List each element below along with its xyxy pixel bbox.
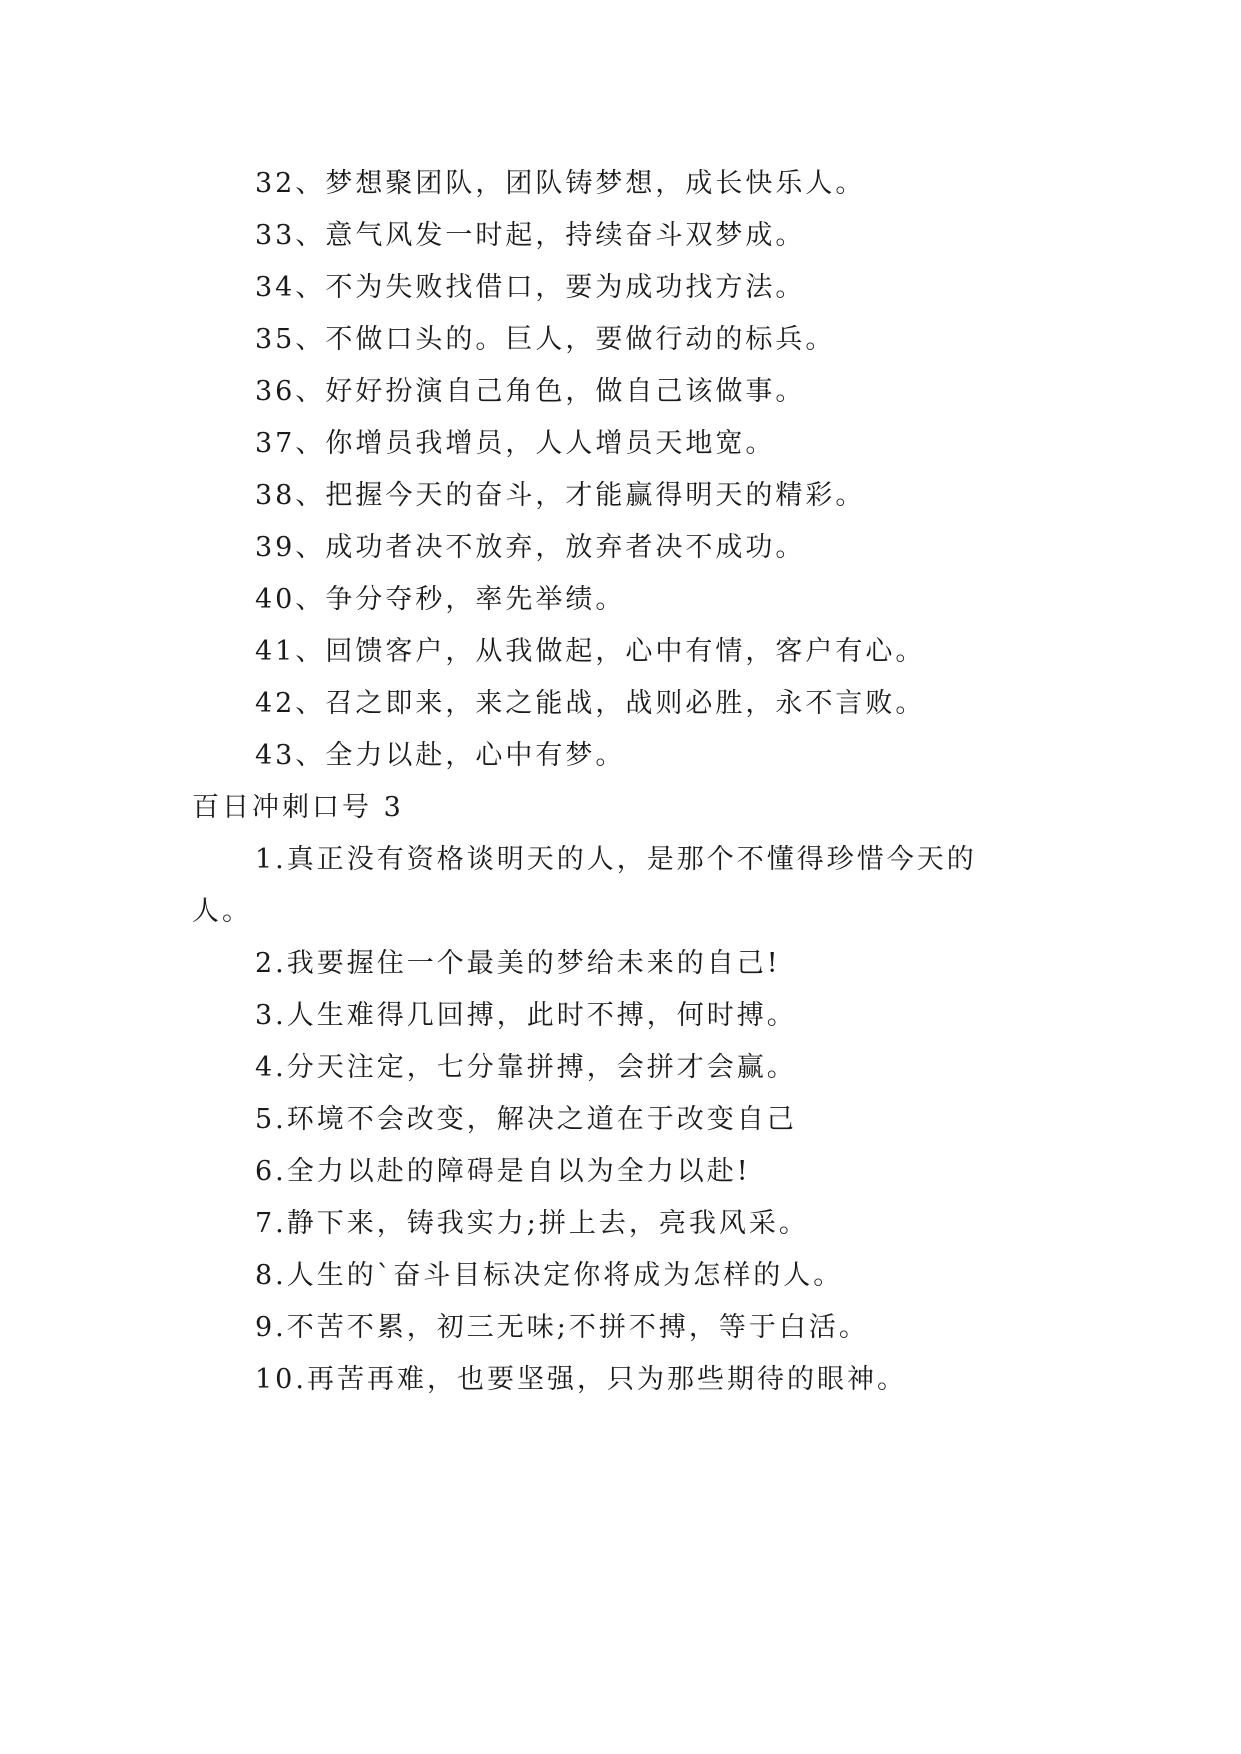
slogan-item: 37、你增员我增员，人人增员天地宽。 <box>255 428 776 459</box>
slogan-item: 7.静下来，铸我实力;拼上去，亮我风采。 <box>255 1208 809 1239</box>
slogan-item: 33、意气风发一时起，持续奋斗双梦成。 <box>255 220 806 251</box>
slogan-item: 9.不苦不累，初三无味;不拼不搏，等于白活。 <box>255 1312 869 1343</box>
slogan-item: 34、不为失败找借口，要为成功找方法。 <box>255 272 806 303</box>
slogan-item-line1: 1.真正没有资格谈明天的人，是那个不懂得珍惜今天的 <box>255 844 977 875</box>
slogan-item: 38、把握今天的奋斗，才能赢得明天的精彩。 <box>255 480 866 511</box>
slogan-item: 41、回馈客户，从我做起，心中有情，客户有心。 <box>255 636 926 667</box>
slogan-item: 42、召之即来，来之能战，战则必胜，永不言败。 <box>255 688 926 719</box>
slogan-item: 10.再苦再难，也要坚强，只为那些期待的眼神。 <box>255 1364 907 1395</box>
slogan-item: 6.全力以赴的障碍是自以为全力以赴! <box>255 1156 751 1187</box>
slogan-item-line2: 人。 <box>192 896 252 927</box>
slogan-item: 39、成功者决不放弃，放弃者决不成功。 <box>255 532 806 563</box>
slogan-item: 36、好好扮演自己角色，做自己该做事。 <box>255 376 806 407</box>
slogan-item: 5.环境不会改变，解决之道在于改变自己 <box>255 1104 797 1135</box>
slogan-item: 8.人生的`奋斗目标决定你将成为怎样的人。 <box>255 1260 844 1291</box>
slogan-item: 35、不做口头的。巨人，要做行动的标兵。 <box>255 324 836 355</box>
slogan-item: 43、全力以赴，心中有梦。 <box>255 740 626 771</box>
section-heading: 百日冲刺口号 3 <box>192 792 404 823</box>
slogan-item: 4.分天注定，七分靠拼搏，会拼才会赢。 <box>255 1052 797 1083</box>
slogan-item: 32、梦想聚团队，团队铸梦想，成长快乐人。 <box>255 168 866 199</box>
slogan-item: 2.我要握住一个最美的梦给未来的自己! <box>255 948 781 979</box>
slogan-item: 40、争分夺秒，率先举绩。 <box>255 584 626 615</box>
slogan-item: 3.人生难得几回搏，此时不搏，何时搏。 <box>255 1000 797 1031</box>
